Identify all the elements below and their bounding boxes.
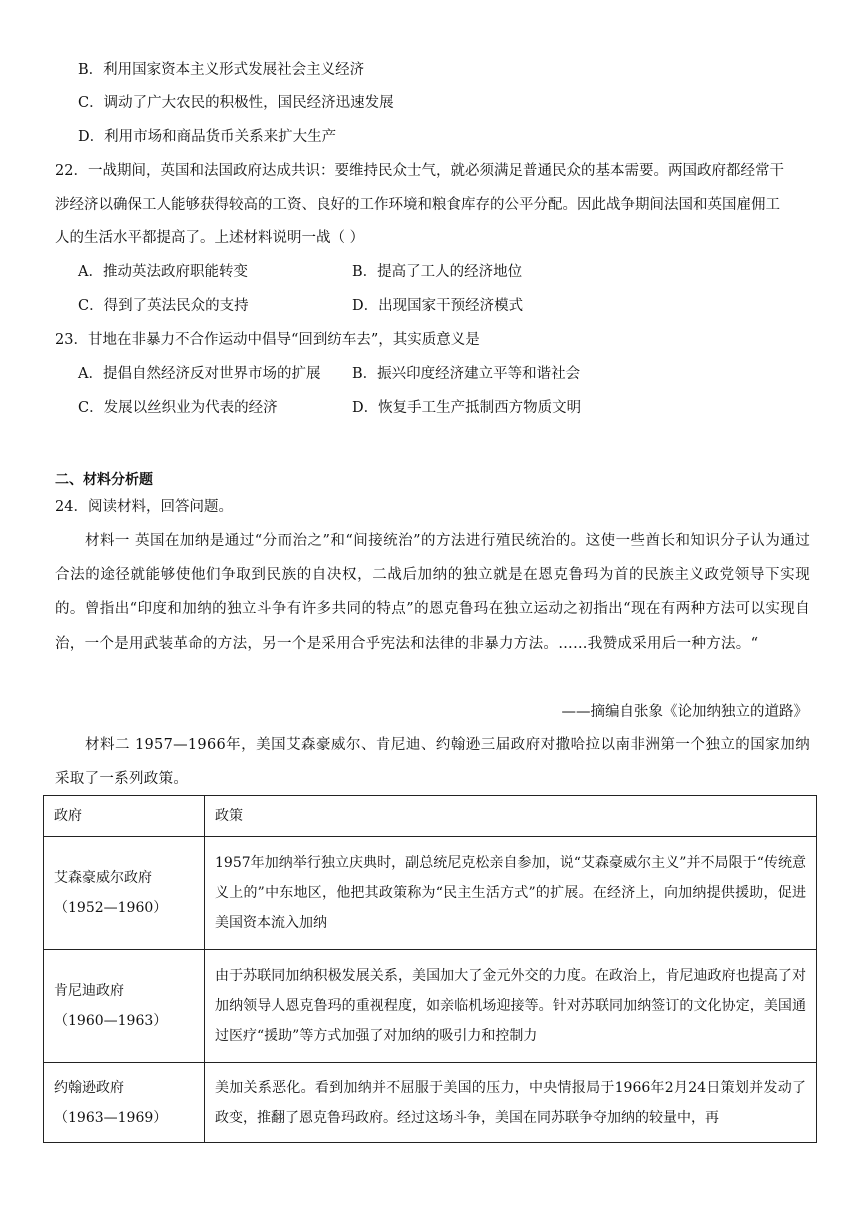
q23-option-b: B．振兴印度经济建立平等和谐社会 — [352, 366, 581, 382]
policy-cell: 1957年加纳举行独立庆典时，副总统尼克松亲自参加，说“艾森豪威尔主义”并不局限于“传统意义上的”中东地区，他把其政策称为“民主生活方式”的扩展。在经济上，向加纳提供援助，促进美国资本流入加纳 — [205, 837, 817, 950]
material-1-text: 材料一 英国在加纳是通过“分而治之”和“间接统治”的方法进行殖民统治的。这使一些酋长和知识分子认为通过合法的途径就能够使他们争取到民族的自决权，二战后加纳的独立就是在恩克鲁玛为首的民族主义政党领导下实现的。曾指出“印度和加纳的独立斗争有许多共同的特点”的恩克鲁玛在独立运动之初指出“现在有两种方法可以实现自治，一个是用武装革命的方法，另一个是采用合乎宪法和法律的非暴力方法。……我赞成采用后一种方法。“ — [55, 533, 810, 652]
q22-stem-line-1: 22．一战期间，英国和法国政府达成共识：要维持民众士气，就必须满足普通民众的基本需要。两国政府都经常干 — [55, 163, 784, 179]
government-name: 艾森豪威尔政府 — [54, 870, 152, 886]
q22-option-c: C．得到了英法民众的支持 — [78, 298, 249, 314]
government-cell — [44, 1063, 205, 1143]
table-row — [44, 950, 817, 1063]
q22-stem-line-2: 涉经济以确保工人能够获得较高的工资、良好的工作环境和粮食库存的公平分配。因此战争期间法国和英国雇佣工 — [55, 197, 780, 213]
material-1-source: ——摘编自张象《论加纳独立的道路》 — [561, 704, 808, 720]
government-name: 约翰逊政府 — [54, 1079, 124, 1096]
section-heading: 二、材料分析题 — [55, 472, 153, 488]
q23-option-d: D．恢复手工生产抵制西方物质文明 — [352, 400, 582, 416]
government-years: （1952—1960） — [54, 900, 168, 916]
table-row — [44, 1063, 817, 1143]
q21-option-c: C．调动了广大农民的积极性，国民经济迅速发展 — [78, 95, 394, 111]
government-cell — [44, 837, 205, 950]
q22-option-b: B．提高了工人的经济地位 — [352, 264, 523, 280]
table-header-row — [44, 796, 817, 837]
government-years: （1963—1969） — [54, 1109, 168, 1126]
q23-option-c: C．发展以丝织业为代表的经济 — [78, 400, 278, 416]
policy-cell: 由于苏联同加纳积极发展关系，美国加大了金元外交的力度。在政治上，肯尼迪政府也提高了对加纳领导人恩克鲁玛的重视程度，如亲临机场迎接等。针对苏联同加纳签订的文化协定，美国通过医疗“援助”等方式加强了对加纳的吸引力和控制力 — [205, 950, 817, 1063]
q22-option-a: A．推动英法政府职能转变 — [78, 264, 248, 280]
q23-option-a: A．提倡自然经济反对世界市场的扩展 — [78, 366, 321, 382]
government-cell — [44, 950, 205, 1063]
q24-stem: 24．阅读材料，回答问题。 — [55, 499, 233, 515]
government-years: （1960—1963） — [54, 1013, 168, 1029]
q23-stem: 23．甘地在非暴力不合作运动中倡导“回到纺车去”，其实质意义是 — [55, 332, 480, 348]
header-government: 政府 — [44, 796, 205, 837]
q21-option-b: B．利用国家资本主义形式发展社会主义经济 — [78, 62, 365, 78]
header-policy: 政策 — [205, 796, 817, 837]
government-name: 肯尼迪政府 — [54, 983, 124, 999]
q21-option-d: D．利用市场和商品货币关系来扩大生产 — [78, 129, 337, 145]
material-2-text: 材料二 1957—1966年，美国艾森豪威尔、肯尼迪、约翰逊三届政府对撒哈拉以南非洲第一个独立的国家加纳采取了一系列政策。 — [55, 737, 810, 788]
policy-cell: 美加关系恶化。看到加纳并不屈服于美国的压力，中央情报局于1966年2月24日策划并发动了政变，推翻了恩克鲁玛政府。经过这场斗争，美国在同苏联争夺加纳的较量中，再 — [205, 1063, 817, 1143]
q22-option-d: D．出现国家干预经济模式 — [352, 298, 524, 314]
table-row — [44, 837, 817, 950]
policy-table — [43, 795, 817, 1143]
q22-stem-line-3: 人的生活水平都提高了。上述材料说明一战（ ） — [55, 230, 365, 246]
